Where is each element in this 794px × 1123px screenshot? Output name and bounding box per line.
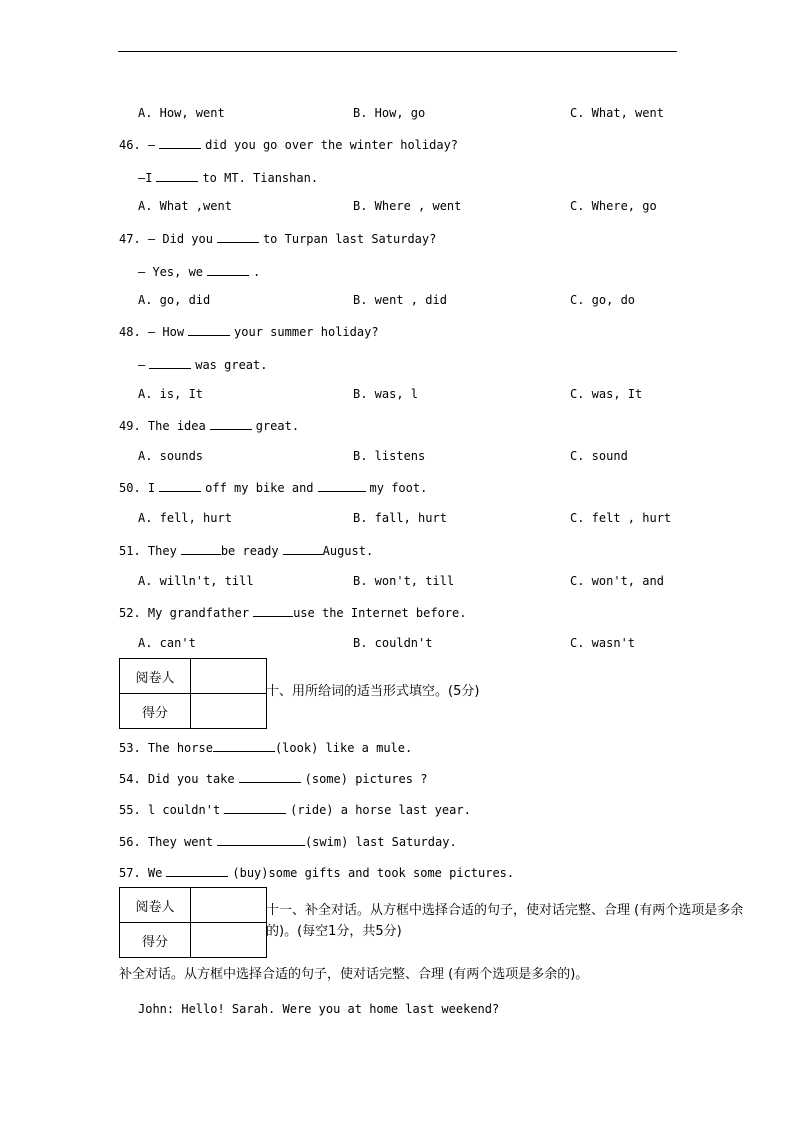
answer-blank: [207, 263, 249, 276]
q48-prompt: [119, 323, 379, 340]
prompt-text: (look) like a mule.: [274, 741, 413, 755]
q48-option-a: A. is, It: [138, 387, 204, 401]
q49-option-c: C. sound: [570, 449, 628, 463]
reviewer-label: 阅卷人: [120, 888, 191, 923]
prompt-text: great.: [255, 419, 300, 433]
reviewer-cell: [191, 659, 267, 694]
answer-blank: [149, 356, 191, 369]
prompt-text: your summer holiday?: [234, 325, 379, 339]
q49-prompt: [119, 417, 299, 434]
answer-blank: [253, 604, 293, 617]
question-number: 55.: [119, 803, 141, 817]
answer-blank: [224, 801, 286, 814]
dialogue-line-1: John: Hello! Sarah. Were you at home last weekend?: [138, 1002, 500, 1016]
prompt-text: my foot.: [369, 481, 428, 495]
response-text: .: [253, 265, 261, 279]
section11-title-line2: 的)。(每空1分，共5分): [266, 924, 402, 939]
section10-title: 十、用所给词的适当形式填空。(5分): [266, 684, 480, 699]
q46-response: [138, 169, 318, 186]
prompt-text: Did you take: [147, 772, 235, 786]
response-text: was great.: [195, 358, 268, 372]
prompt-text: to Turpan last Saturday?: [262, 232, 437, 246]
score-box-section11: [119, 887, 267, 958]
response-text: to MT. Tianshan.: [202, 171, 319, 185]
q48-response: [138, 356, 267, 373]
q56-prompt: [119, 833, 457, 850]
q48-option-b: B. was, l: [353, 387, 419, 401]
q50-option-c: C. felt , hurt: [570, 511, 672, 525]
question-number: 48.: [119, 325, 141, 339]
prompt-text: (some) pictures ?: [304, 772, 428, 786]
prompt-text: — Did you: [147, 232, 213, 246]
section11-title-line1: 十一、补全对话。从方框中选择合适的句子，使对话完整、合理 (有两个选项是多余: [266, 903, 744, 918]
prompt-text: We: [147, 866, 163, 880]
prompt-text: They went: [147, 835, 213, 849]
q50-option-a: A. fell, hurt: [138, 511, 232, 525]
response-text: —I: [138, 171, 153, 185]
prompt-text: (ride) a horse last year.: [290, 803, 471, 817]
prompt-text: My grandfather: [147, 606, 250, 620]
answer-blank: [156, 169, 198, 182]
answer-blank: [159, 136, 201, 149]
dash: —: [147, 138, 156, 152]
question-number: 49.: [119, 419, 141, 433]
score-box-section10: [119, 658, 267, 729]
question-number: 50.: [119, 481, 141, 495]
header-rule: [118, 51, 677, 52]
q46-option-b: B. Where , went: [353, 199, 462, 213]
prompt-text: August.: [322, 544, 374, 558]
reviewer-label: 阅卷人: [120, 659, 191, 694]
question-number: 56.: [119, 835, 141, 849]
question-number: 57.: [119, 866, 141, 880]
answer-blank: [210, 417, 252, 430]
q51-option-c: C. won't, and: [570, 574, 664, 588]
score-label: 得分: [120, 694, 191, 729]
q52-prompt: [119, 604, 466, 621]
q49-option-b: B. listens: [353, 449, 426, 463]
q45-option-c: C. What, went: [570, 106, 664, 120]
answer-blank: [217, 833, 305, 846]
question-number: 46.: [119, 138, 141, 152]
response-text: —: [138, 358, 146, 372]
q46-option-a: A. What ,went: [138, 199, 232, 213]
question-number: 52.: [119, 606, 141, 620]
prompt-text: l couldn't: [147, 803, 221, 817]
score-label: 得分: [120, 923, 191, 958]
answer-blank: [217, 230, 259, 243]
question-number: 54.: [119, 772, 141, 786]
q52-option-a: A. can't: [138, 636, 196, 650]
answer-blank: [283, 542, 323, 555]
q51-option-a: A. willn't, till: [138, 574, 254, 588]
prompt-text: They: [147, 544, 177, 558]
answer-blank: [181, 542, 221, 555]
q51-prompt: [119, 542, 373, 559]
answer-blank: [318, 479, 366, 492]
section11-instruction: 补全对话。从方框中选择合适的句子，使对话完整、合理 (有两个选项是多余的)。: [119, 967, 589, 982]
q45-option-b: B. How, go: [353, 106, 426, 120]
prompt-text: The idea: [147, 419, 206, 433]
prompt-text: I: [147, 481, 156, 495]
q47-response: [138, 263, 260, 280]
prompt-text: (buy)some gifts and took some pictures.: [232, 866, 515, 880]
q47-option-a: A. go, did: [138, 293, 211, 307]
answer-blank: [188, 323, 230, 336]
q47-prompt: [119, 230, 436, 247]
score-cell: [191, 923, 267, 958]
answer-blank: [159, 479, 201, 492]
q52-option-c: C. wasn't: [570, 636, 636, 650]
prompt-text: use the Internet before.: [293, 606, 467, 620]
q50-prompt: [119, 479, 427, 496]
prompt-text: be ready: [220, 544, 279, 558]
prompt-text: off my bike and: [205, 481, 314, 495]
prompt-text: — How: [147, 325, 185, 339]
q48-option-c: C. was, It: [570, 387, 643, 401]
prompt-text: did you go over the winter holiday?: [205, 138, 459, 152]
prompt-text: (swim) last Saturday.: [304, 835, 457, 849]
prompt-text: The horse: [147, 741, 213, 755]
reviewer-cell: [191, 888, 267, 923]
q49-option-a: A. sounds: [138, 449, 204, 463]
q47-option-c: C. go, do: [570, 293, 636, 307]
q53-prompt: [119, 739, 412, 756]
answer-blank: [166, 864, 228, 877]
question-number: 51.: [119, 544, 141, 558]
q57-prompt: [119, 864, 514, 881]
q45-option-a: A. How, went: [138, 106, 225, 120]
question-number: 47.: [119, 232, 141, 246]
answer-blank: [239, 770, 301, 783]
q52-option-b: B. couldn't: [353, 636, 433, 650]
question-number: 53.: [119, 741, 141, 755]
q50-option-b: B. fall, hurt: [353, 511, 447, 525]
response-text: — Yes, we: [138, 265, 204, 279]
q55-prompt: [119, 801, 471, 818]
answer-blank: [213, 739, 275, 752]
q46-prompt: [119, 136, 458, 153]
q47-option-b: B. went , did: [353, 293, 447, 307]
score-cell: [191, 694, 267, 729]
q51-option-b: B. won't, till: [353, 574, 455, 588]
q54-prompt: [119, 770, 427, 787]
q46-option-c: C. Where, go: [570, 199, 657, 213]
